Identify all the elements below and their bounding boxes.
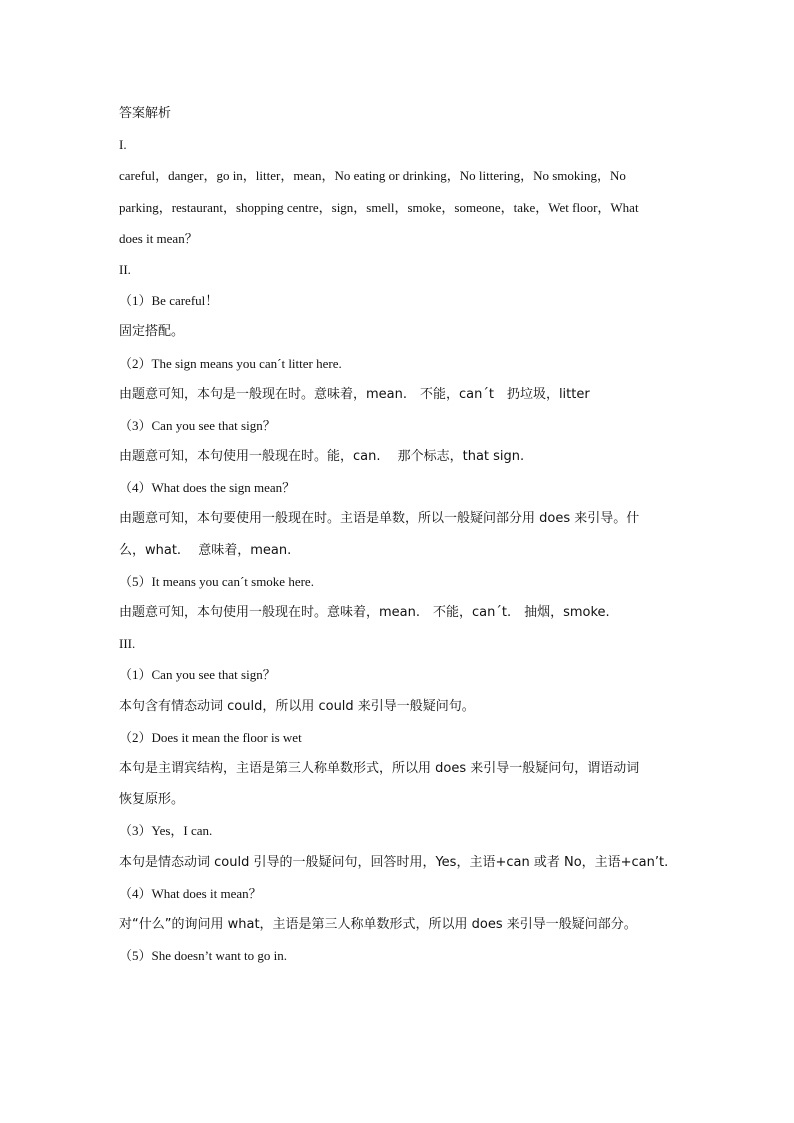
section-numeral-i: I. <box>119 137 127 153</box>
iii-answer-2: （2）Does it mean the floor is wet <box>119 729 302 745</box>
ii-explanation-4-line-1: 由题意可知，本句要使用一般现在时。主语是单数，所以一般疑问部分用 does 来引导。什 <box>119 511 640 527</box>
ii-answer-3: （3）Can you see that sign？ <box>119 417 276 433</box>
ii-explanation-5: 由题意可知，本句使用一般现在时。意味着，mean. 不能，can´t. 抽烟，smoke. <box>119 605 610 620</box>
iii-answer-5: （5）She doesn’t want to go in. <box>119 948 288 964</box>
iii-answer-1: （1）Can you see that sign？ <box>119 667 276 683</box>
iii-explanation-1: 本句含有情态动词 could，所以用 could 来引导一般疑问句。 <box>119 698 475 714</box>
iii-explanation-2-line-1: 本句是主谓宾结构，主语是第三人称单数形式，所以用 does 来引导一般疑问句，谓语动词 <box>119 760 640 776</box>
word-list-line-3: does it mean？ <box>119 230 198 246</box>
ii-explanation-3: 由题意可知，本句使用一般现在时。能，can. 那个标志，that sign. <box>119 449 525 465</box>
word-list-line-2: parking，restaurant，shopping centre，sign，smell，smoke，someone，take，Wet floor，What <box>119 199 639 215</box>
iii-explanation-2-line-2: 恢复原形。 <box>119 792 185 808</box>
ii-explanation-2: 由题意可知，本句是一般现在时。意味着，mean. 不能，can´t 扔垃圾，litter <box>119 386 590 402</box>
ii-answer-2: （2）The sign means you can´t litter here. <box>119 355 342 371</box>
answer-content <box>119 98 681 971</box>
iii-explanation-3: 本句是情态动词 could 引导的一般疑问句，回答时用，Yes，主语+can 或者 No，主语+can’t. <box>119 854 669 870</box>
iii-answer-4: （4）What does it mean？ <box>119 885 262 901</box>
ii-explanation-4-line-2: 么，what. 意味着，mean. <box>119 542 292 558</box>
heading-answer-analysis: 答案解析 <box>119 106 172 121</box>
word-list-line-1: careful，danger，go in，litter，mean，No eating or drinking，No littering，No smoking，No <box>119 168 626 184</box>
section-numeral-iii: III. <box>119 636 136 652</box>
ii-explanation-1: 固定搭配。 <box>119 324 185 340</box>
iii-answer-3: （3）Yes，I can. <box>119 823 213 839</box>
ii-answer-1: （1）Be careful！ <box>119 293 219 309</box>
ii-answer-4: （4）What does the sign mean？ <box>119 480 296 496</box>
iii-explanation-4: 对“什么”的询问用 what，主语是第三人称单数形式，所以用 does 来引导一般疑问部分。 <box>119 916 637 932</box>
section-numeral-ii: II. <box>119 261 131 277</box>
ii-answer-5: （5）It means you can´t smoke here. <box>119 573 314 589</box>
